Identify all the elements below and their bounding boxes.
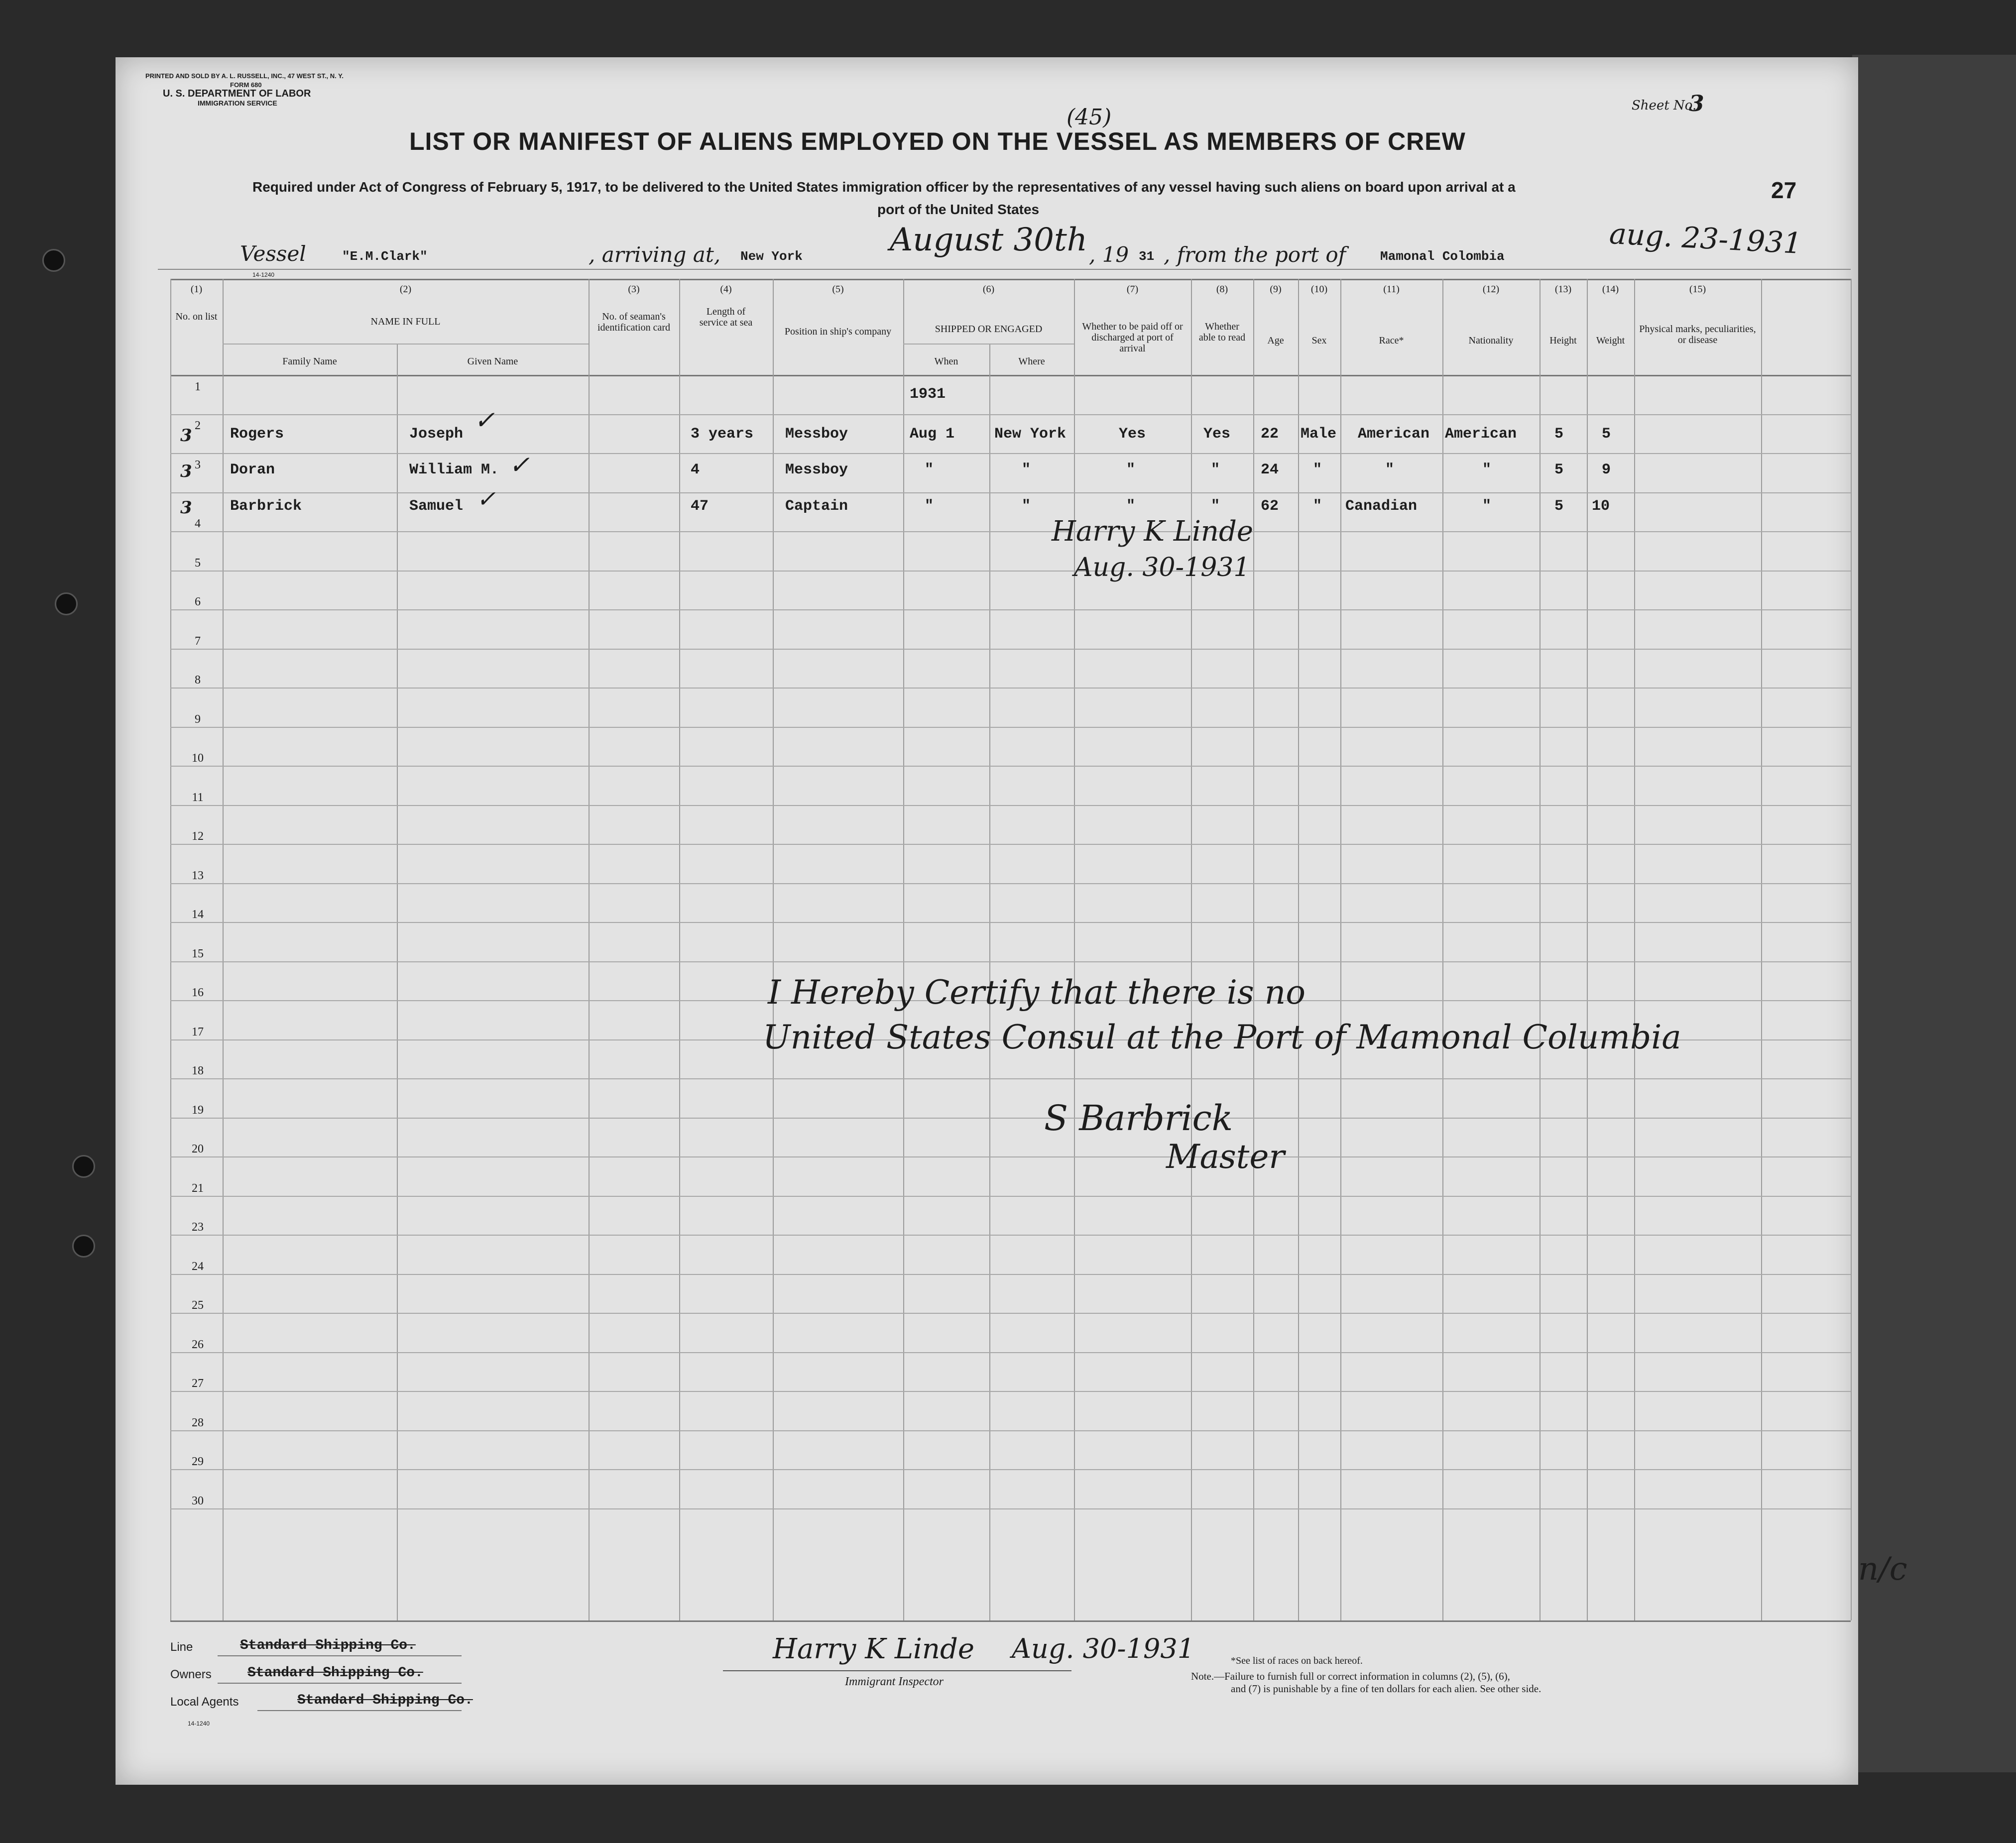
- col-rule: [1340, 279, 1341, 1620]
- row-number: 24: [192, 1260, 204, 1273]
- height: 5: [1554, 426, 1564, 443]
- row-number: 3: [195, 458, 201, 471]
- from-port: Mamonal Colombia: [1380, 249, 1505, 264]
- col12-num: (12): [1482, 284, 1500, 295]
- col5-header: Position in ship's company: [784, 326, 892, 337]
- row-number: 27: [192, 1377, 204, 1390]
- sheet-number: 3: [1689, 91, 1704, 116]
- inspector-rule: [723, 1670, 1071, 1671]
- row-number: 10: [192, 752, 204, 765]
- races-note: *See list of races on back hereof.: [1231, 1655, 1363, 1666]
- year-label: , 19: [1089, 242, 1129, 267]
- row-rule: [170, 844, 1851, 845]
- form-number: FORM 680: [230, 81, 262, 89]
- col-rule: [903, 279, 904, 1620]
- table-bottom-rule: [170, 1620, 1851, 1622]
- row-rule: [170, 1391, 1851, 1392]
- row-rule: [170, 1118, 1851, 1119]
- master-title: Master: [1166, 1138, 1285, 1176]
- row-rule: [170, 688, 1851, 689]
- required-text-2: port of the United States: [877, 202, 1040, 217]
- row-rule: [170, 571, 1851, 572]
- shipped-where: New York: [994, 426, 1067, 443]
- col-rule: [589, 279, 590, 1620]
- vessel-label: Vessel: [240, 241, 306, 266]
- row-rule: [170, 727, 1851, 728]
- agents-label: Local Agents: [170, 1695, 239, 1709]
- row-number: 25: [192, 1299, 204, 1312]
- col-rule: [1587, 279, 1588, 1620]
- line-value: Standard Shipping Co.: [240, 1638, 416, 1653]
- weight: 10: [1592, 498, 1610, 515]
- shipped-when: ": [925, 498, 934, 515]
- checkmark-icon: ✓: [476, 485, 496, 512]
- row-rule: [170, 1274, 1851, 1275]
- row-rule: [170, 1235, 1851, 1236]
- form-title: LIST OR MANIFEST OF ALIENS EMPLOYED ON THE VESSEL AS MEMBERS OF CREW: [409, 127, 1466, 155]
- row-number: 7: [195, 634, 201, 648]
- position: Captain: [785, 498, 848, 515]
- col13-num: (13): [1554, 284, 1572, 295]
- paid-off: Yes: [1119, 426, 1146, 443]
- row-number: 6: [195, 595, 201, 608]
- col15-num: (15): [1689, 284, 1706, 295]
- col-rule: [397, 344, 398, 1620]
- weight: 9: [1602, 461, 1611, 478]
- col-rule: [1851, 279, 1852, 1620]
- row-rule: [170, 1469, 1851, 1470]
- sheet-mark: 3: [180, 426, 192, 446]
- age: 24: [1261, 461, 1279, 478]
- family-name: Barbrick: [230, 498, 302, 515]
- departure-date-handwritten: aug. 23-1931: [1608, 216, 1803, 261]
- shipped-when: ": [925, 461, 934, 478]
- family-name: Doran: [230, 461, 275, 478]
- printer-line: PRINTED AND SOLD BY A. L. RUSSELL, INC., 47 WEST ST., N. Y.: [145, 72, 344, 80]
- required-text: Required under Act of Congress of February 5, 1917, to be delivered to the United States immigration officer by the representatives of any vessel having such aliens on board upon arrival at a: [252, 179, 1516, 195]
- manifest-sheet: [116, 57, 1907, 1785]
- service-label: IMMIGRATION SERVICE: [198, 99, 277, 107]
- background-binder-edge: [1852, 55, 2016, 1772]
- footer-inspector-signature: Harry K Linde: [773, 1633, 974, 1665]
- col2-header: NAME IN FULL: [370, 316, 441, 327]
- row-number: 28: [192, 1416, 204, 1429]
- col6b-header: Where: [1018, 356, 1045, 367]
- col14-header: Weight: [1596, 335, 1625, 346]
- table-header-rule: [170, 375, 1851, 376]
- row-rule: [170, 492, 1851, 493]
- col-rule: [223, 279, 224, 1620]
- col-rule: [1074, 279, 1075, 1620]
- col-rule: [1634, 279, 1635, 1620]
- col11-num: (11): [1383, 284, 1400, 295]
- row-rule: [170, 1196, 1851, 1197]
- col7-header: Whether to be paid off or discharged at port of arrival: [1082, 321, 1183, 354]
- row-number: 19: [192, 1103, 204, 1117]
- form-code-top: 14-1240: [252, 271, 275, 278]
- nationality: ": [1482, 498, 1492, 515]
- owners-label: Owners: [170, 1668, 212, 1681]
- sex: ": [1313, 461, 1322, 478]
- family-name: Rogers: [230, 426, 284, 443]
- row-rule: [170, 1156, 1851, 1157]
- row-number: 17: [192, 1025, 204, 1038]
- col15-header: Physical marks, peculiarities, or disease: [1639, 324, 1756, 346]
- col12-header: Nationality: [1468, 335, 1514, 346]
- year-suffix: 31: [1139, 249, 1155, 264]
- row-number: 13: [192, 869, 204, 882]
- shipped-where: ": [1022, 498, 1031, 515]
- service-length: 47: [691, 498, 709, 515]
- paid-off: ": [1126, 461, 1136, 478]
- row-number: 23: [192, 1221, 204, 1234]
- row-number: 18: [192, 1064, 204, 1077]
- col2-num: (2): [399, 284, 412, 295]
- table-top-rule: [170, 279, 1851, 280]
- weight: 5: [1602, 426, 1611, 443]
- col13-header: Height: [1549, 335, 1577, 346]
- sheet-mark: 3: [180, 461, 192, 481]
- line-rule: [218, 1655, 462, 1656]
- row-number: 30: [192, 1494, 204, 1507]
- checkmark-icon: ✓: [509, 451, 530, 479]
- nationality: American: [1445, 426, 1517, 443]
- row-number: 14: [192, 908, 204, 921]
- agents-value: Standard Shipping Co.: [297, 1693, 473, 1708]
- row-rule: [170, 922, 1851, 923]
- service-length: 4: [691, 461, 700, 478]
- line-label: Line: [170, 1640, 193, 1654]
- row-rule: [170, 805, 1851, 806]
- binder-hole: [72, 1155, 95, 1178]
- arriving-port: New York: [740, 249, 803, 264]
- height: 5: [1554, 498, 1564, 515]
- row-number: 26: [192, 1338, 204, 1351]
- col6-header: SHIPPED OR ENGAGED: [935, 324, 1043, 335]
- row-rule: [170, 766, 1851, 767]
- shipped-when: Aug 1: [910, 426, 955, 443]
- row-rule: [170, 1430, 1851, 1431]
- sheet-number-label: Sheet No.: [1632, 98, 1697, 113]
- col8-num: (8): [1216, 284, 1228, 295]
- shipped-where: ": [1022, 461, 1031, 478]
- service-length: 3 years: [691, 426, 754, 443]
- position: Messboy: [785, 461, 848, 478]
- agents-rule: [257, 1710, 462, 1711]
- owners-value: Standard Shipping Co.: [247, 1665, 423, 1681]
- checkmark-icon: ✓: [474, 406, 495, 435]
- given-name: Samuel: [409, 498, 464, 515]
- failure-note-2: and (7) is punishable by a fine of ten dollars for each alien. See other side.: [1231, 1683, 1542, 1695]
- arrival-date-handwritten: August 30th: [890, 222, 1087, 258]
- row-number: 9: [195, 712, 201, 726]
- row-number: 29: [192, 1455, 204, 1468]
- col-rule: [679, 279, 680, 1620]
- certification-line-1: I Hereby Certify that there is no: [768, 973, 1305, 1012]
- row-rule: [170, 531, 1851, 532]
- row-number: 11: [192, 791, 204, 804]
- col4-header: Length of service at sea: [699, 306, 753, 328]
- form-code-bottom: 14-1240: [188, 1720, 210, 1727]
- nationality: ": [1482, 461, 1492, 478]
- vessel-name: "E.M.Clark": [342, 249, 428, 264]
- row-rule: [170, 961, 1851, 962]
- col4-num: (4): [720, 284, 732, 295]
- col-rule: [773, 279, 774, 1620]
- page-number: 27: [1771, 177, 1797, 203]
- row-rule: [170, 1352, 1851, 1353]
- master-signature: S Barbrick: [1044, 1098, 1233, 1139]
- row-rule: [170, 453, 1851, 454]
- row-rule: [170, 1508, 1851, 1509]
- col14-num: (14): [1602, 284, 1619, 295]
- sex: ": [1313, 498, 1322, 515]
- race: ": [1385, 461, 1395, 478]
- inspector-signature-date: Aug. 30-1931: [1074, 553, 1250, 582]
- col11-header: Race*: [1379, 335, 1404, 346]
- sheet-mark: 3: [180, 498, 192, 518]
- paid-off: ": [1126, 498, 1136, 515]
- col-rule: [1761, 279, 1762, 1620]
- binder-hole: [42, 249, 65, 272]
- col7-num: (7): [1126, 284, 1139, 295]
- inspector-label: Immigrant Inspector: [845, 1675, 944, 1688]
- row-number: 5: [195, 556, 201, 570]
- margin-note: n/c: [1858, 1551, 1907, 1588]
- row-rule: [170, 649, 1851, 650]
- arriving-label: , arriving at,: [589, 242, 721, 267]
- age: 62: [1261, 498, 1279, 515]
- shipped-subheader-rule: [903, 344, 1074, 345]
- row-number: 2: [195, 419, 201, 432]
- race: American: [1358, 426, 1430, 443]
- col5-num: (5): [832, 284, 844, 295]
- col9-num: (9): [1270, 284, 1282, 295]
- able-to-read: Yes: [1203, 426, 1231, 443]
- failure-note-1: Note.—Failure to furnish full or correct information in columns (2), (5), (6),: [1191, 1670, 1510, 1682]
- col8-header: Whether able to read: [1198, 321, 1246, 343]
- title-annotation: (45): [1067, 105, 1112, 130]
- row-rule: [170, 883, 1851, 884]
- col6a-header: When: [934, 356, 958, 367]
- col10-header: Sex: [1311, 335, 1327, 346]
- row-rule: [170, 414, 1851, 415]
- col-rule: [1253, 279, 1254, 1620]
- row-number: 21: [192, 1181, 204, 1195]
- binder-hole: [55, 592, 78, 615]
- row-number: 12: [192, 830, 204, 843]
- sex: Male: [1301, 426, 1337, 443]
- certification-line-2: United States Consul at the Port of Mamonal Columbia: [763, 1018, 1681, 1056]
- col2b-header: Given Name: [467, 356, 518, 367]
- vessel-line-rule: [158, 269, 1851, 270]
- row-number: 20: [192, 1143, 204, 1155]
- given-name: Joseph: [409, 426, 464, 443]
- col-rule: [1191, 279, 1192, 1620]
- year-note: 1931: [910, 386, 946, 403]
- col3-num: (3): [628, 284, 640, 295]
- col2a-header: Family Name: [282, 356, 337, 367]
- owners-rule: [218, 1683, 462, 1684]
- race: Canadian: [1345, 498, 1418, 515]
- col-rule: [1298, 279, 1299, 1620]
- row-number: 8: [195, 674, 201, 687]
- from-port-label: , from the port of: [1164, 242, 1346, 267]
- row-number: 1: [195, 380, 201, 393]
- inspector-signature: Harry K Linde: [1052, 515, 1253, 548]
- height: 5: [1554, 461, 1564, 478]
- name-subheader-rule: [223, 344, 589, 345]
- col9-header: Age: [1267, 335, 1284, 346]
- able-to-read: ": [1211, 498, 1220, 515]
- row-rule: [170, 1313, 1851, 1314]
- footer-inspector-date: Aug. 30-1931: [1012, 1633, 1195, 1664]
- col3-header: No. of seaman's identification card: [597, 311, 671, 333]
- able-to-read: ": [1211, 461, 1220, 478]
- col10-num: (10): [1310, 284, 1328, 295]
- position: Messboy: [785, 426, 848, 443]
- row-rule: [170, 609, 1851, 610]
- age: 22: [1261, 426, 1279, 443]
- department-label: U. S. DEPARTMENT OF LABOR: [163, 88, 311, 99]
- col1-num: (1): [190, 284, 203, 295]
- binder-hole: [72, 1235, 95, 1258]
- col1-header: No. on list: [175, 311, 218, 322]
- row-number: 16: [192, 986, 204, 999]
- col-rule: [1442, 279, 1443, 1620]
- col-rule: [1540, 279, 1541, 1620]
- col-rule: [170, 279, 171, 1620]
- row-rule: [170, 1078, 1851, 1079]
- given-name: William M.: [409, 461, 499, 478]
- row-number: 15: [192, 947, 204, 960]
- col6-num: (6): [982, 284, 995, 295]
- row-number: 4: [195, 517, 201, 530]
